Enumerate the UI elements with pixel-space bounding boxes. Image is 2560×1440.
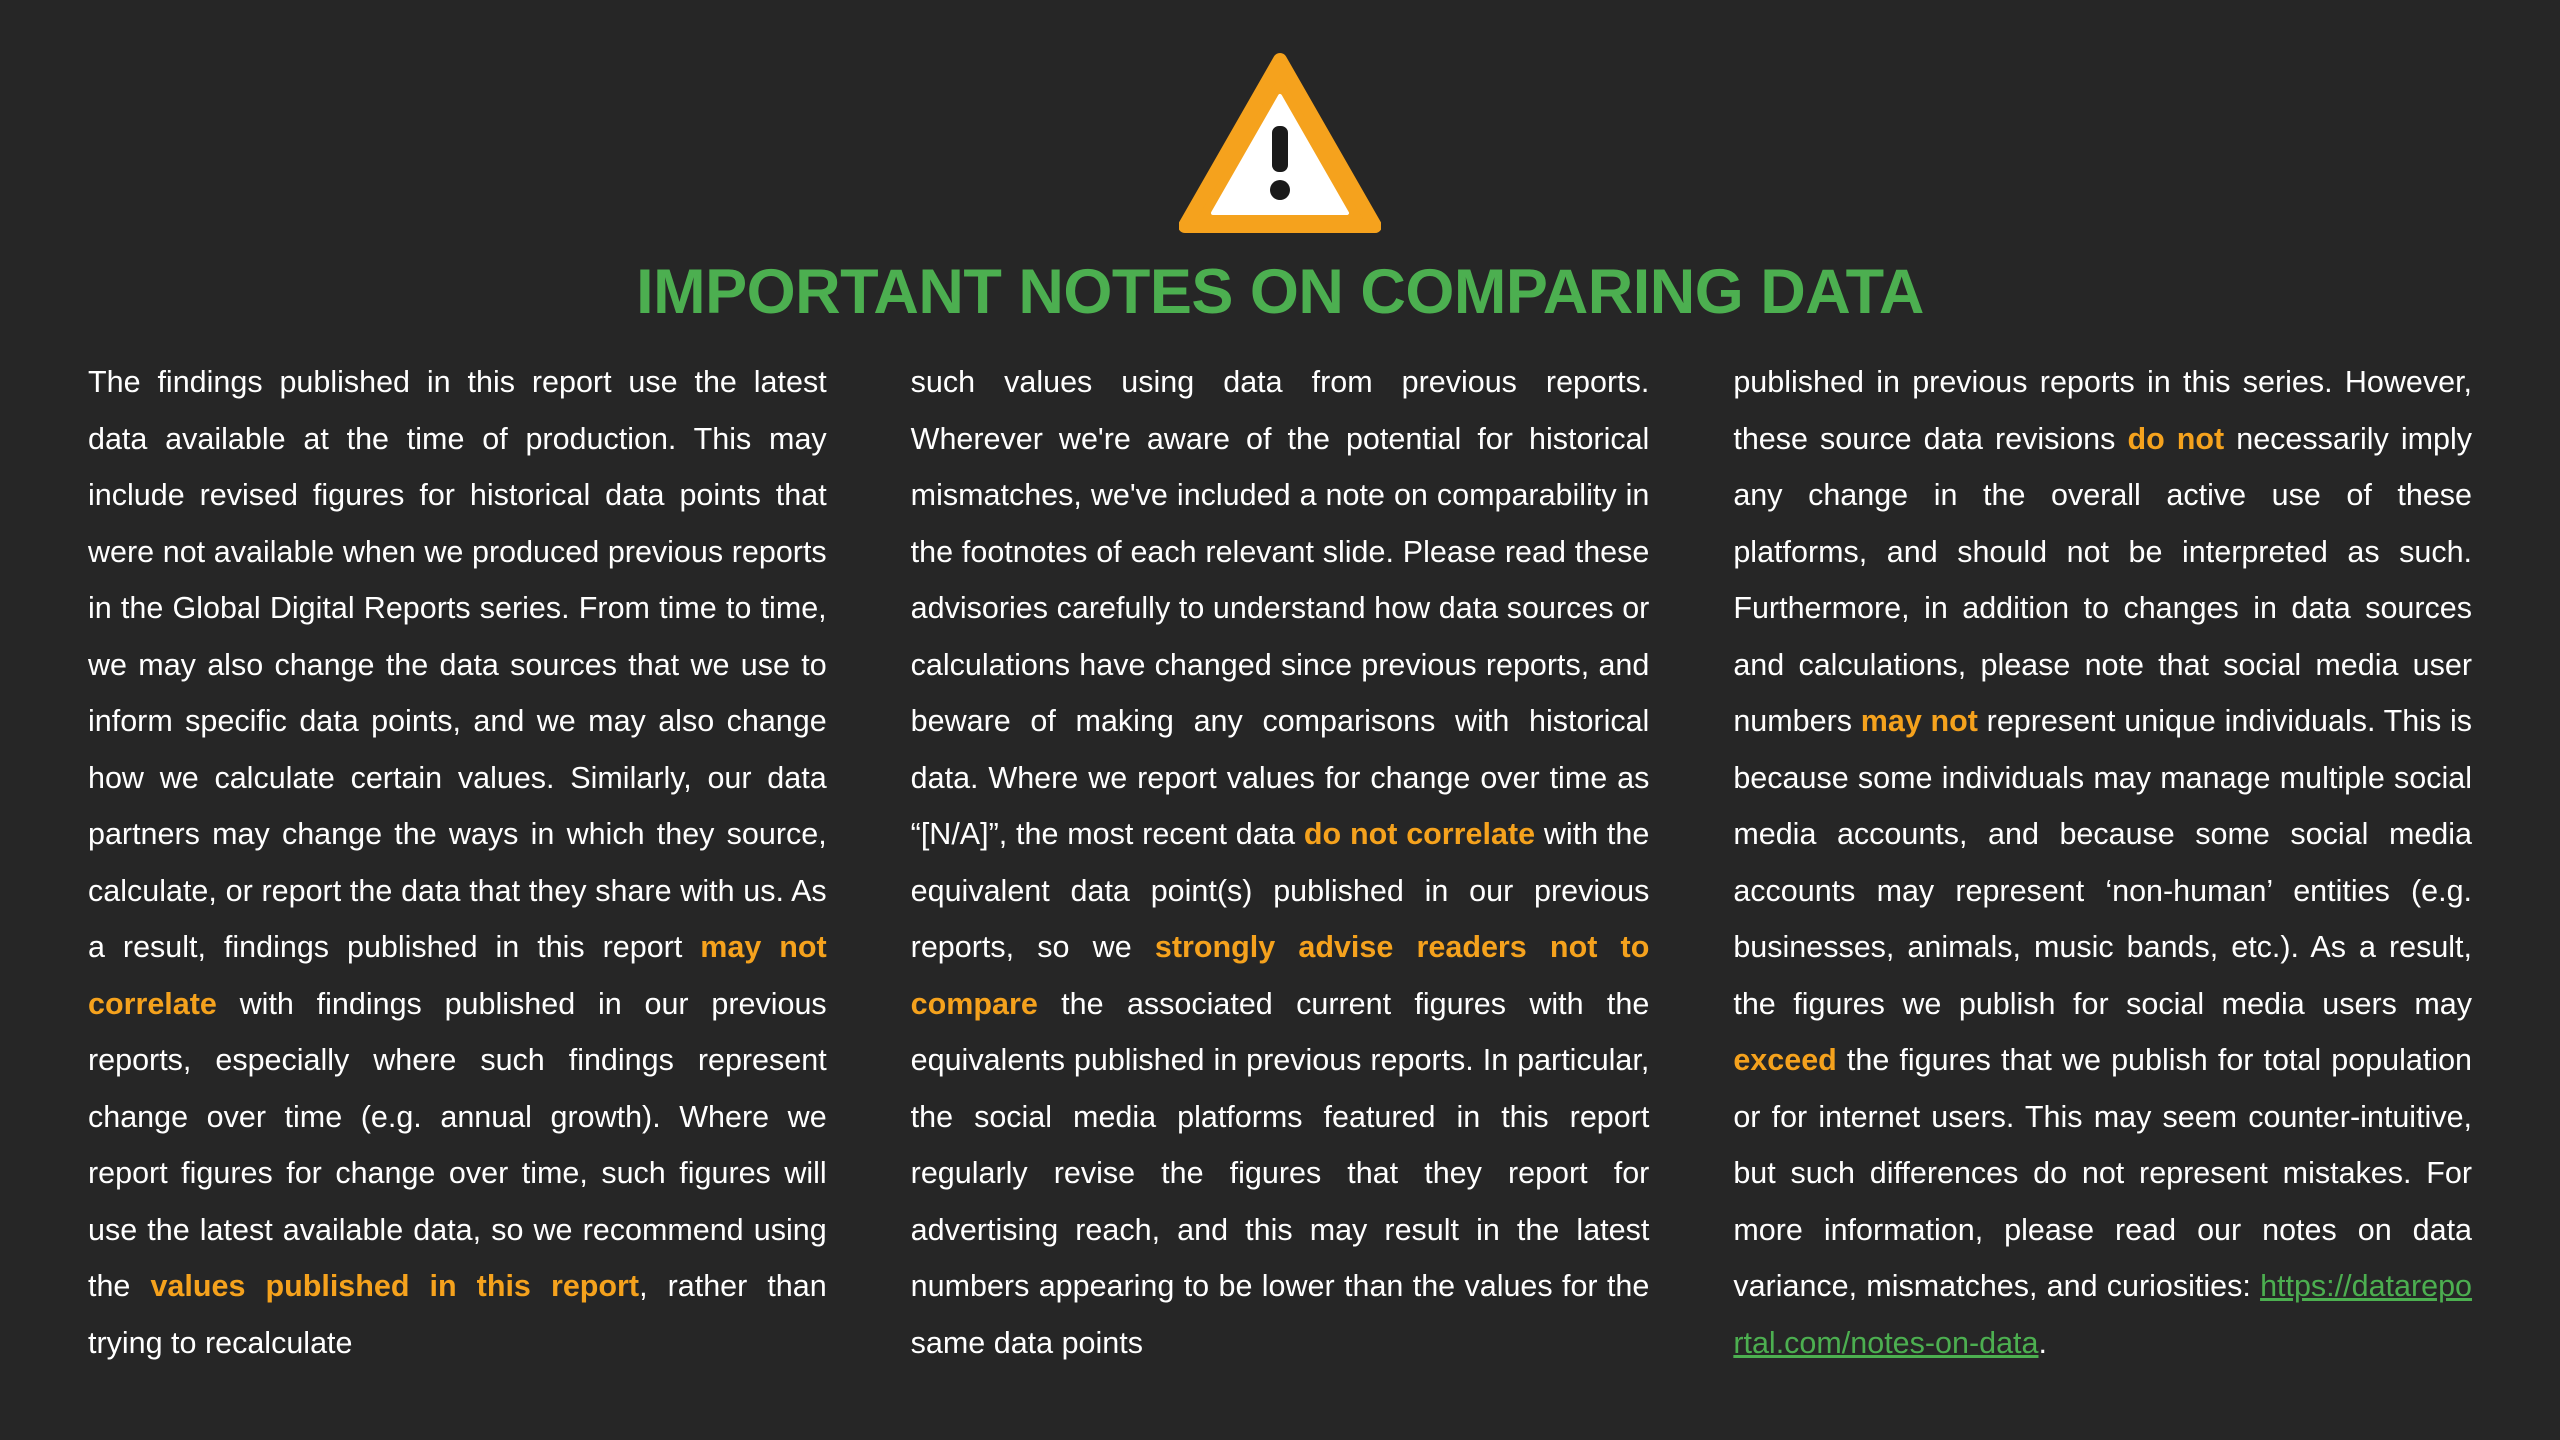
emphasis-text: values published in this report [150,1269,640,1303]
page-title: IMPORTANT NOTES ON COMPARING DATA [636,257,1924,327]
warning-triangle-icon [1179,52,1381,234]
emphasis-text: do not [2127,421,2225,456]
column-3-paragraph: published in previous reports in this series. However, these source data revisions do not necessarily imply any change in the overall active use of these platforms, and should not be interpreted as such. Furthermore, in addition to changes in data sources and calculations, please note that social media user numbers may not represent unique individuals. This is because some individuals may manage multiple social media accounts, and because some social media accounts may represent ‘non-human’ entities (e.g. businesses, animals, music bands, etc.). As a result, the figures we publish for social media users may exceed the figures that we publish for total population or for internet users. This may seem counter-intuitive, but such differences do not represent mistakes. For more information, please read our notes on data variance, mismatches, and curiosities: https://datareportal.com/notes-on-data. [1733,365,2473,1360]
emphasis-text: exceed [1733,1043,1837,1077]
text-column-1 [88,354,827,1371]
emphasis-text: may not [1860,704,1978,738]
notes-on-data-link[interactable]: https://datareportal.com/notes-on-data [1733,1269,2473,1360]
column-2-paragraph: such values using data from previous reports. Wherever we're aware of the potential for historical mismatches, we've included a note on comparability in the footnotes of each relevant slide. Please read these advisories carefully to understand how data sources or calculations have changed since previous reports, and beware of making any comparisons with historical data. Where we report values for change over time as “[N/A]”, the most recent data do not correlate with the equivalent data point(s) published in our previous reports, so we strongly advise readers not to compare the associated current figures with the equivalents published in previous reports. In particular, the social media platforms featured in this report regularly revise the figures that they report for advertising reach, and this may result in the latest numbers appearing to be lower than the values for the same data points [910,365,1650,1360]
text-column-2 [911,354,1650,1371]
body-columns [0,328,2560,1371]
text-column-3 [1733,354,2472,1371]
emphasis-text: strongly advise readers not to compare [910,930,1650,1021]
emphasis-text: may not correlate [88,930,827,1021]
column-1-paragraph: The findings published in this report use the latest data available at the time of production. This may include revised figures for historical data points that were not available when we produced previous reports in the Global Digital Reports series. From time to time, we may also change the data sources that we use to inform specific data points, and we may also change how we calculate certain values. Similarly, our data partners may change the ways in which they source, calculate, or report the data that they share with us. As a result, findings published in this report may not correlate with findings published in our previous reports, especially where such findings represent change over time (e.g. annual growth). Where we report figures for change over time, such figures will use the latest available data, so we recommend using the values published in this report, rather than trying to recalculate [88,365,827,1360]
emphasis-text: do not correlate [1303,817,1536,851]
warning-icon-container [0,0,2560,234]
